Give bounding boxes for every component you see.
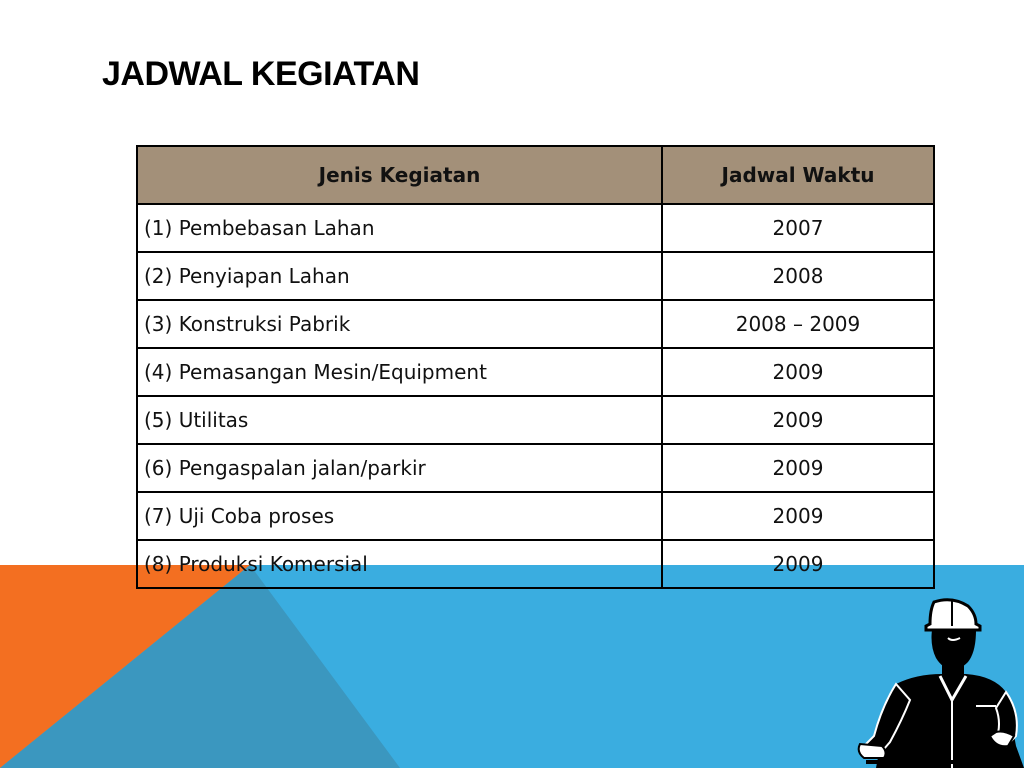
time-cell: 2007 [662, 204, 934, 252]
construction-worker-icon [856, 596, 1024, 768]
table-row [137, 444, 934, 492]
activity-cell: (5) Utilitas [137, 396, 662, 444]
header-activity: Jenis Kegiatan [137, 146, 662, 204]
schedule-table-container [136, 145, 933, 589]
time-cell: 2009 [662, 444, 934, 492]
table-row [137, 396, 934, 444]
table-row [137, 300, 934, 348]
time-cell: 2009 [662, 348, 934, 396]
activity-cell: (3) Konstruksi Pabrik [137, 300, 662, 348]
activity-cell: (7) Uji Coba proses [137, 492, 662, 540]
table-row [137, 492, 934, 540]
activity-cell: (4) Pemasangan Mesin/Equipment [137, 348, 662, 396]
activity-cell: (2) Penyiapan Lahan [137, 252, 662, 300]
table-row [137, 540, 934, 588]
table-row [137, 348, 934, 396]
activity-cell: (6) Pengaspalan jalan/parkir [137, 444, 662, 492]
activity-cell: (8) Produksi Komersial [137, 540, 662, 588]
header-schedule: Jadwal Waktu [662, 146, 934, 204]
schedule-table [136, 145, 935, 589]
time-cell: 2009 [662, 492, 934, 540]
slide-title: JADWAL KEGIATAN [102, 55, 420, 93]
time-cell: 2008 – 2009 [662, 300, 934, 348]
table-row [137, 204, 934, 252]
time-cell: 2009 [662, 396, 934, 444]
time-cell: 2008 [662, 252, 934, 300]
activity-cell: (1) Pembebasan Lahan [137, 204, 662, 252]
table-row [137, 252, 934, 300]
time-cell: 2009 [662, 540, 934, 588]
table-header-row [137, 146, 934, 204]
